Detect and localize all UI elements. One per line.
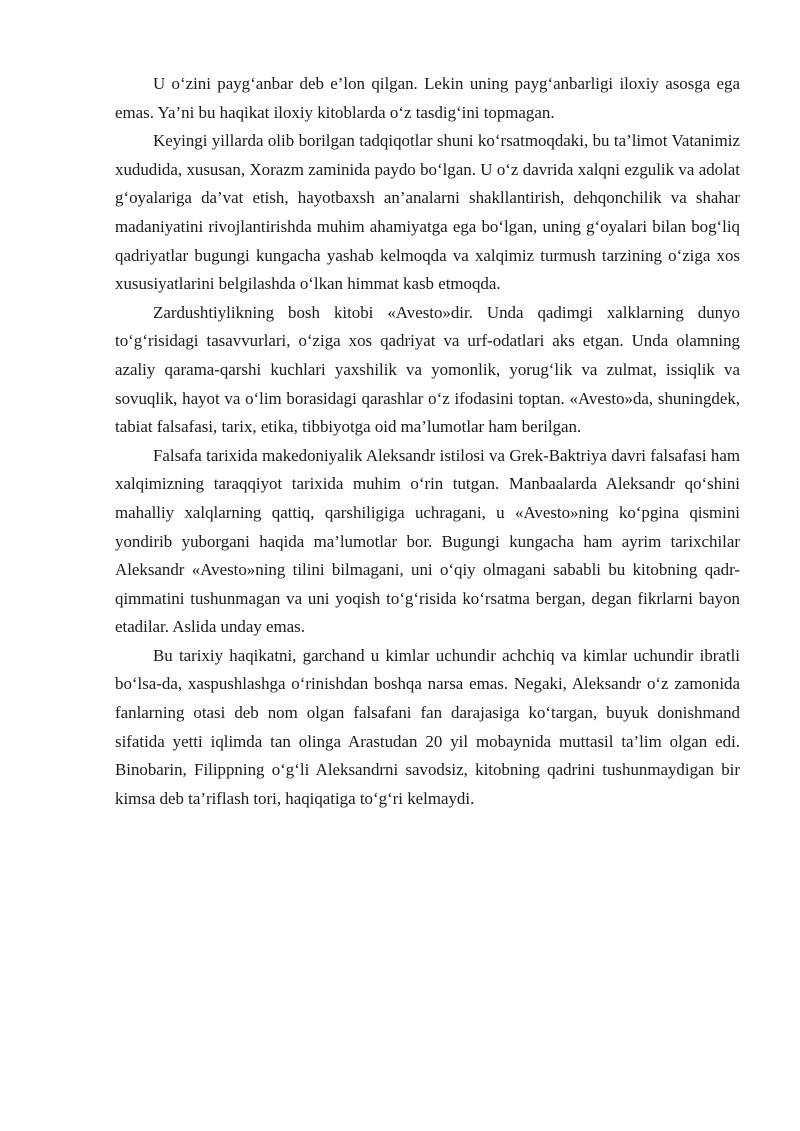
paragraph-1: U o‘zini payg‘anbar deb e’lon qilgan. Lekin uning payg‘anbarligi iloxiy asosga ega emas. Ya’ni bu haqikat iloxiy kitoblarda o‘z tasdig‘ini topmagan. [115,74,740,122]
paragraph-3: Zardushtiylikning bosh kitobi «Avesto»dir. Unda qadimgi xalklarning dunyo to‘g‘risidagi tasavvurlari, o‘ziga xos qadriyat va urf-odatlari aks etgan. Unda olamning azaliy qarama-qarshi kuchlari yaxshilik va yomonlik, yorug‘lik va zulmat, issiqlik va sovuqlik, hayot va o‘lim borasidagi qarashlar o‘z ifodasini toptan. «Avesto»da, shuningdek, tabiat falsafasi, tarix, etika, tibbiyotga oid ma’lumotlar ham berilgan. [115,302,740,437]
paragraph-5: Bu tarixiy haqikatni, garchand u kimlar uchundir achchiq va kimlar uchundir ibratli bo‘lsa-da, xaspushlashga o‘rinishdan boshqa narsa emas. Negaki, Aleksandr o‘z zamonida fanlarning otasi deb nom olgan falsafani fan darajasiga ko‘targan, buyuk donishmand sifatida yetti iqlimda tan olinga Arastudan 20 yil mobaynida muttasil ta’lim olgan edi. Binobarin, Filippning o‘g‘li Aleksandrni savodsiz, kitobning qadrini tushunmaydigan bir kimsa deb ta’riflash tori, haqiqatiga to‘g‘ri kelmaydi. [115,645,740,808]
document-page [115,70,740,813]
paragraph-4: Falsafa tarixida makedoniyalik Aleksandr istilosi va Grek-Baktriya davri falsafasi ham xalqimizning taraqqiyot tarixida muhim o‘rin tutgan. Manbaalarda Aleksandr qo‘shini mahalliy xalqlarning qattiq, qarshiligiga uchragani, u «Avesto»ning ko‘pgina qismini yondirib yuborgani haqida ma’lumotlar bor. Bugungi kungacha ham ayrim tarixchilar Aleksandr «Avesto»ning tilini bilmagani, uni o‘qiy olmagani sababli bu kitobning qadr-qimmatini tushunmagan va uni yoqish to‘g‘risida ko‘rsatma bergan, degan fikrlarni bayon etadilar. Aslida unday emas. [115,445,740,637]
paragraph-2: Keyingi yillarda olib borilgan tadqiqotlar shuni ko‘rsatmoqdaki, bu ta’limot Vatanimiz xududida, xususan, Xorazm zaminida paydo bo‘lgan. U o‘z davrida xalqni ezgulik va adolat g‘oyalariga da’vat etish, hayotbaxsh an’analarni shakllantirish, dehqonchilik va shahar madaniyatini rivojlantirishda muhim ahamiyatga ega bo‘lgan, uning g‘oyalari bilan bog‘liq qadriyatlar bugungi kungacha yashab kelmoqda va xalqimiz turmush tarzining o‘ziga xos xususiyatlarini belgilashda o‘lkan himmat kasb etmoqda. [115,131,740,294]
